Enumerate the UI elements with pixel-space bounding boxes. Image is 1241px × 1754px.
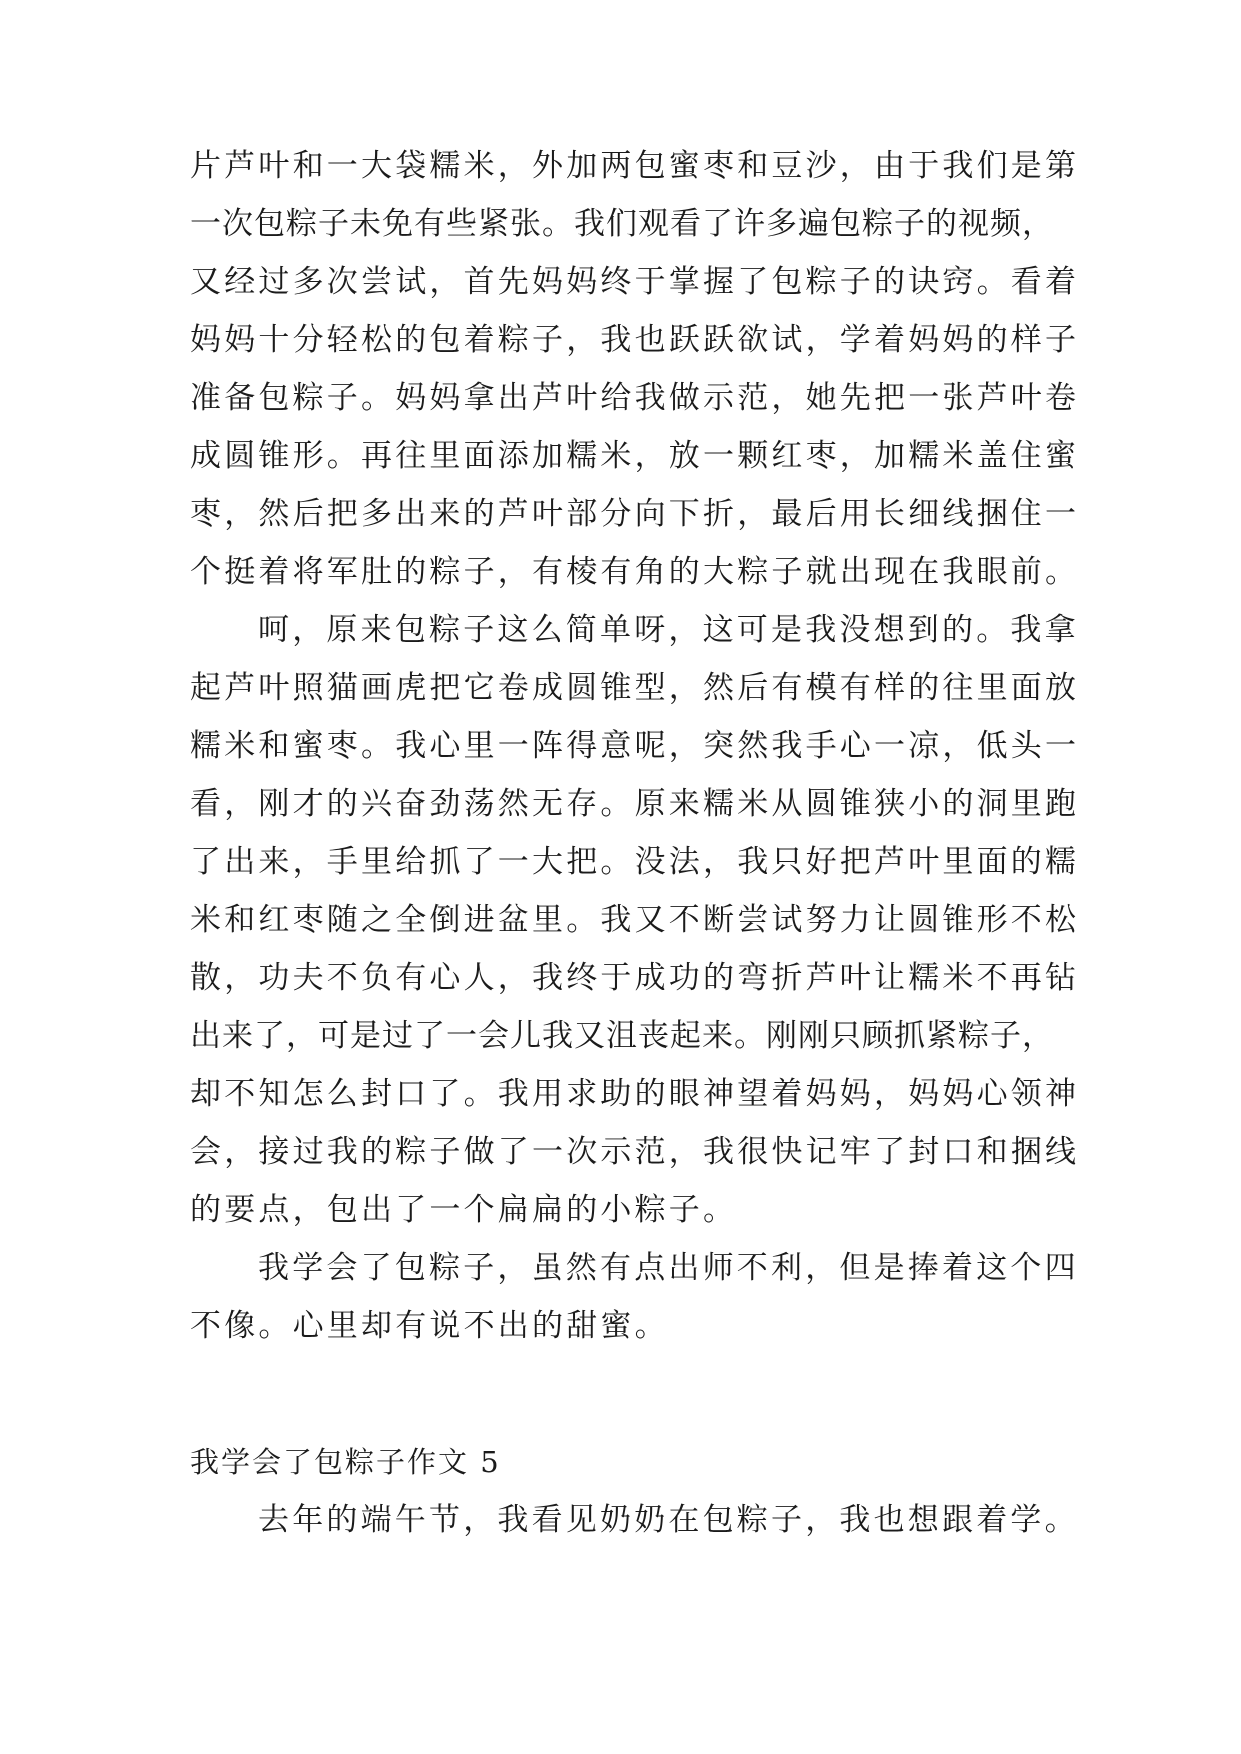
- text-line: 却不知怎么封口了。我用求助的眼神望着妈妈，妈妈心领神: [190, 1076, 1080, 1112]
- text-line: 看，刚才的兴奋劲荡然无存。原来糯米从圆锥狭小的洞里跑: [190, 786, 1080, 822]
- text-line: 成圆锥形。再往里面添加糯米，放一颗红枣，加糯米盖住蜜: [190, 438, 1080, 474]
- text-line: 枣，然后把多出来的芦叶部分向下折，最后用长细线捆住一: [190, 496, 1080, 532]
- text-line: 散，功夫不负有心人，我终于成功的弯折芦叶让糯米不再钻: [190, 960, 1080, 996]
- text-line: 米和红枣随之全倒进盆里。我又不断尝试努力让圆锥形不松: [190, 902, 1080, 938]
- text-line: 糯米和蜜枣。我心里一阵得意呢，突然我手心一凉，低头一: [190, 728, 1080, 764]
- text-line: 会，接过我的粽子做了一次示范，我很快记牢了封口和捆线: [190, 1134, 1080, 1170]
- section-title: 我学会了包粽子作文 5: [190, 1445, 501, 1479]
- text-line: 我学会了包粽子，虽然有点出师不利，但是捧着这个四: [258, 1250, 1079, 1286]
- text-line: 个挺着将军肚的粽子，有棱有角的大粽子就出现在我眼前。: [190, 554, 1080, 590]
- text-line: 出来了，可是过了一会儿我又沮丧起来。刚刚只顾抓紧粽子，: [190, 1018, 1054, 1054]
- text-line: 片芦叶和一大袋糯米，外加两包蜜枣和豆沙，由于我们是第: [190, 148, 1080, 184]
- text-line: 准备包粽子。妈妈拿出芦叶给我做示范，她先把一张芦叶卷: [190, 380, 1080, 416]
- text-line: 了出来，手里给抓了一大把。没法，我只好把芦叶里面的糯: [190, 844, 1080, 880]
- text-line: 妈妈十分轻松的包着粽子，我也跃跃欲试，学着妈妈的样子: [190, 322, 1080, 358]
- text-line: 呵，原来包粽子这么简单呀，这可是我没想到的。我拿: [258, 612, 1079, 648]
- text-line: 起芦叶照猫画虎把它卷成圆锥型，然后有模有样的往里面放: [190, 670, 1080, 706]
- text-line: 又经过多次尝试，首先妈妈终于掌握了包粽子的诀窍。看着: [190, 264, 1080, 300]
- text-line: 不像。心里却有说不出的甜蜜。: [190, 1308, 669, 1344]
- text-line: 的要点，包出了一个扁扁的小粽子。: [190, 1192, 738, 1228]
- text-line: 一次包粽子未免有些紧张。我们观看了许多遍包粽子的视频，: [190, 206, 1054, 242]
- text-line: 去年的端午节，我看见奶奶在包粽子，我也想跟着学。: [258, 1502, 1079, 1538]
